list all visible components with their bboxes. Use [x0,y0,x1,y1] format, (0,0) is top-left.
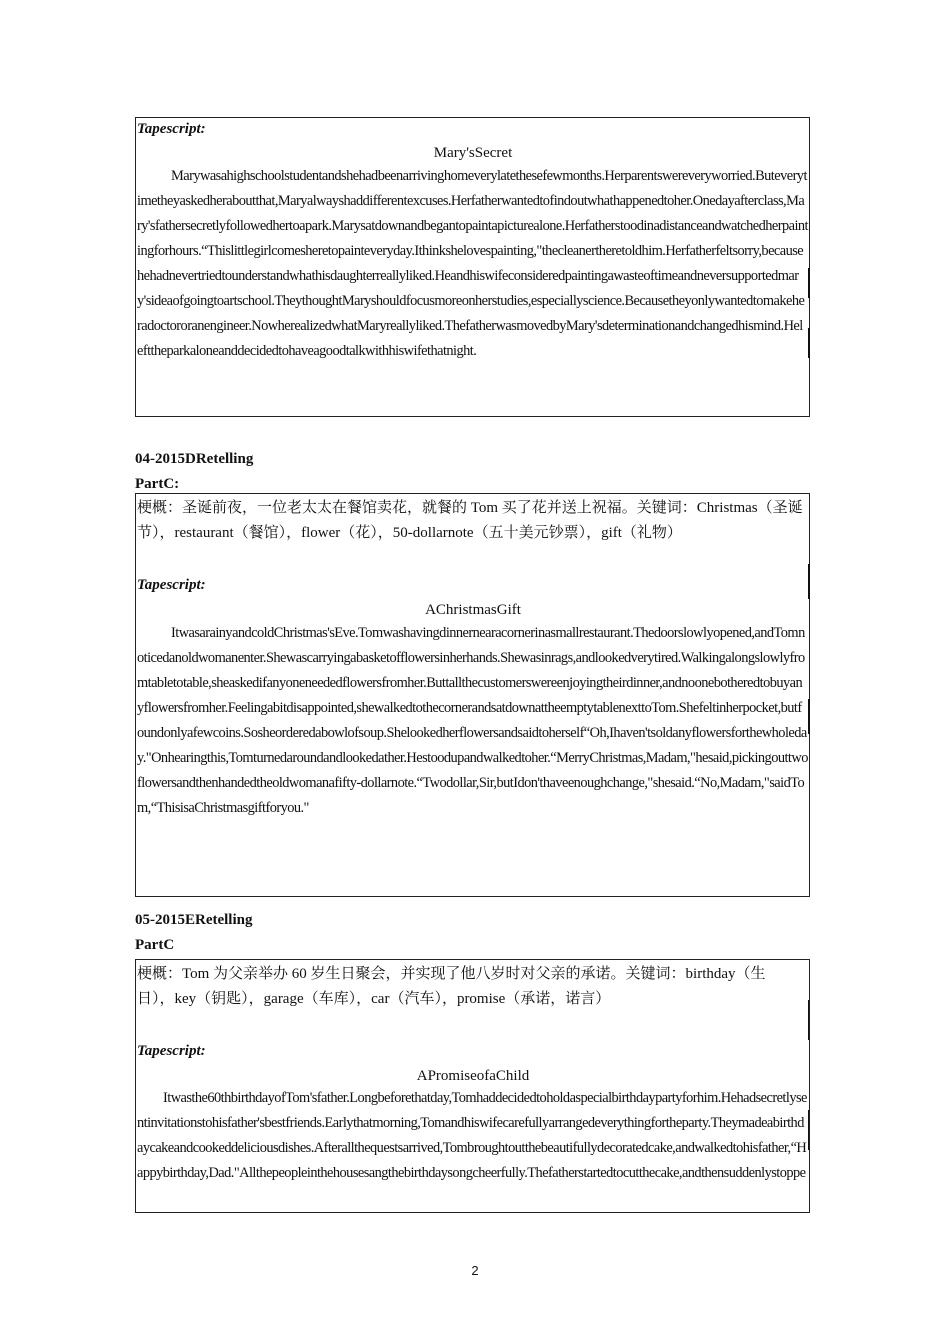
tapescript-label: Tapescript: [137,1043,206,1059]
tapescript-box-marys-secret [135,117,810,417]
tapescript-box-christmas-gift [135,493,810,897]
tapescript-label: Tapescript: [137,577,206,593]
border-mark [808,268,810,298]
page-number: 2 [471,1263,479,1278]
section-heading-05: 05-2015ERetelling [135,912,253,928]
section-heading-04: 04-2015DRetelling [135,451,254,467]
tapescript-label: Tapescript: [137,121,206,137]
part-label-05: PartC [135,937,175,953]
border-mark [808,699,810,734]
tapescript-box-promise-of-child [135,959,810,1213]
part-label-04: PartC: [135,476,180,492]
story-body: Marywasahighschoolstudentandshehadbeenarrivinghomeverylatethesefewmonths.Herparentswereveryworried.Buteverytimetheyaskedheraboutthat,Maryalwayshaddifferentexcuses.Herfatherwantedtofindoutwhathappenedtoher.Onedayafterclass,Mary'sfathersecretlyfollowedhertoapark.Marysatdownandbegantopaintapicturealone.Herfatherstoodinadistanceandwatchedherpaintingforhours.“Thislittlegirlcomesheretopainteveryday.Ithinkshelovespainting,"thecleanertheretoldhim.Herfatherfeltsorry,becausehehadnevertriedtounderstandwhathisdaughterreallyliked.Heandhiswifeconsideredpaintingawasteoftimeandneversupportedmary'sideaofgoingtoartschool.TheythoughtMaryshouldfocusmoreonherstudies,especiallyscience.Becausetheyonlywantedtomakeheradoctororanengineer.NowherealizedwhatMaryreallyliked.ThefatherwasmovedbyMary'sdeterminationandchangedhismind.Helefttheparkaloneanddecidedtohaveagoodtalkwithhiswifethatnight. [137,168,809,359]
border-mark [808,1000,810,1040]
story-summary: 梗概：圣诞前夜，一位老太太在餐馆卖花，就餐的 Tom 买了花并送上祝福。关键词：Christmas（圣诞节），restaurant（餐馆），flower（花），50-dollarnote（五十美元钞票），gift（礼物） [137,500,803,541]
border-mark [808,328,810,358]
story-title: AChristmasGift [425,602,521,618]
story-body: Itwasthe60thbirthdayofTom'sfather.Longbeforethatday,Tomhaddecidedtoholdaspecialbirthdaypartyforhim.Hehadsecretlysentinvitationstohisfather'sbestfriends.Earlythatmorning,Tomandhiswifecarefullyarrangedeverythingfortheparty.Theymadeabirthdaycakeandcookeddeliciousdishes.Afterallthequestsarrived,Tombroughtoutthebeautifullydecoratedcake,andwalkedtohisfather,“Happybirthday,Dad."Allthepeopleinthehousesangthebirthdaysongcheerfully.Thefatherstartedtocutthecake,andthensuddenlystoppe [137,1090,807,1181]
border-mark [808,1110,810,1150]
story-body: ItwasarainyandcoldChristmas'sEve.Tomwashavingdinnernearacornerinasmallrestaurant.Thedoorslowlyopened,andTomnoticedanoldwomanenter.Shewascarryingabasketofflowersinherhands.Shewasinrags,andlookedverytired.Walkingalongslowlyfromtabletotable,sheaskedifanyoneneededflowersfromher.Buttallthecustomerswereenjoyingtheirdinner,andnoonebotheredtobuyanyflowersfromher.Feelingabitdisappointed,shewalkedtothecornerandsatdownattheemptytablenexttoTom.Shefeltinherpocket,butfoundonlyafewcoins.Sosheorderedabowlofsoup.Shelookedherflowersandsaidtoherself“Oh,Ihaven'tsoldanyflowersforthewholeday."Onhearingthis,Tomturnedaroundandlookedather.Hestoodupandwalkedtoher.“MerryChristmas,Madam,"hesaid,pickingouttwoflowersandthenhandedtheoldwomanafifty-dollarnote.“Twodollar,Sir,butIdon'thaveenoughchange,"shesaid.“No,Madam,"saidTom,“ThisisaChristmasgiftforyou." [137,625,808,816]
story-summary: 梗概：Tom 为父亲举办 60 岁生日聚会，并实现了他八岁时对父亲的承诺。关键词：birthday（生日），key（钥匙），garage（车库），car（汽车），promise（承诺，诺言） [137,966,766,1007]
story-title: Mary'sSecret [433,145,513,161]
story-title: APromiseofaChild [416,1068,530,1084]
border-mark [808,564,810,599]
